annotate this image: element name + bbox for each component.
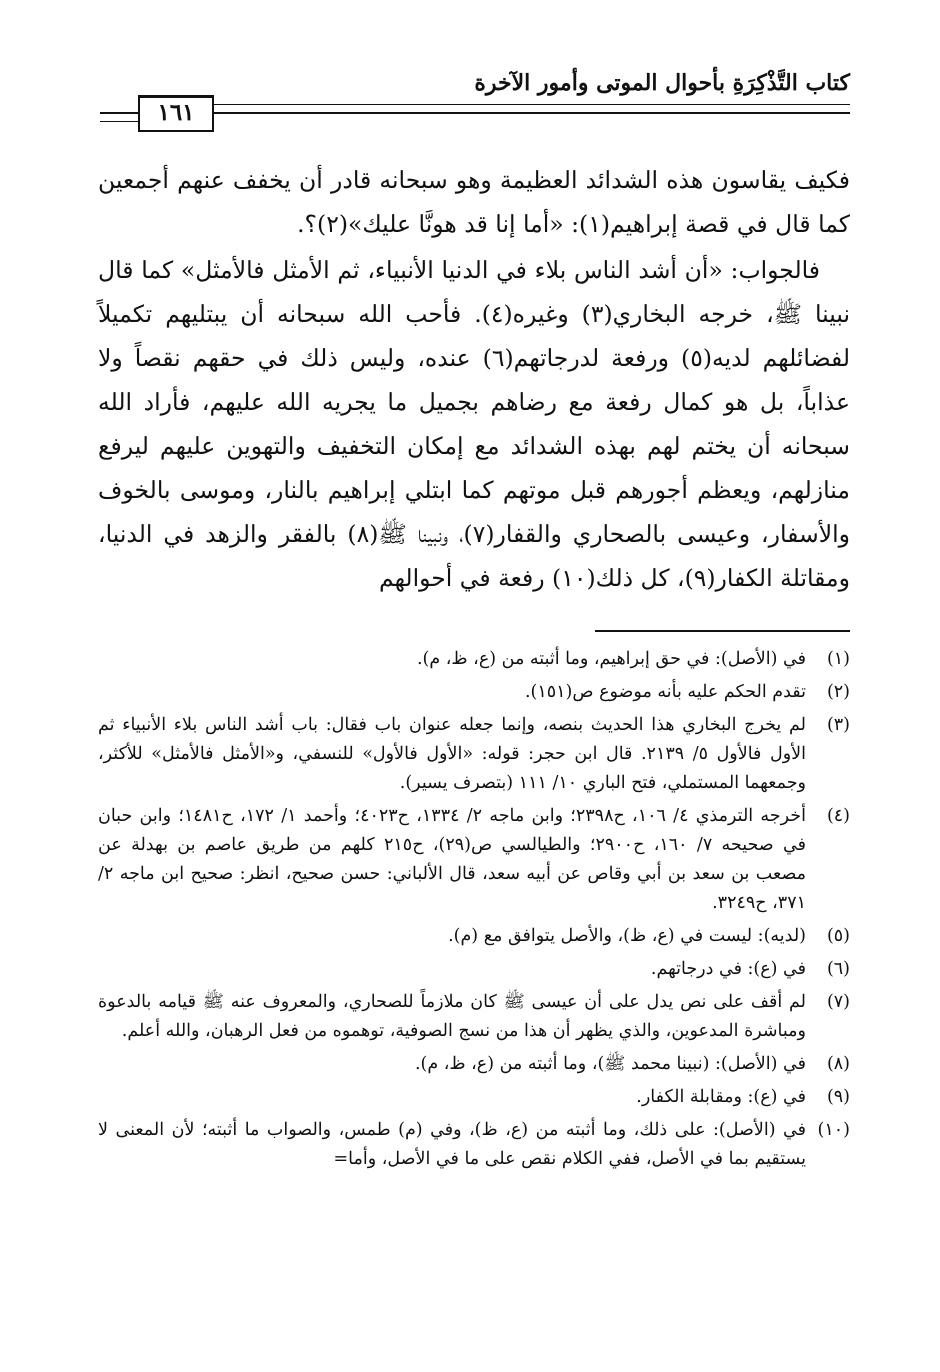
footnote-number: (٩) xyxy=(826,1087,850,1107)
footnote xyxy=(98,955,850,984)
footnote xyxy=(98,988,850,1046)
footnote xyxy=(98,1083,850,1112)
footnote xyxy=(98,678,850,707)
header-rule-bottom xyxy=(100,121,140,122)
footnote-text: تقدم الحكم عليه بأنه موضوع ص(١٥١). xyxy=(524,682,806,702)
footnote-number: (٢) xyxy=(826,682,850,702)
footnote-text: لم يخرج البخاري هذا الحديث بنصه، وإنما جعله عنوان باب فقال: باب أشد الناس بلاء الأنبياء ثم الأول فالأول ٥/ ٢١٣٩. قال ابن حجر: قوله: «الأول فالأول» للنسفي، و«الأمثل فالأمثل» للأكثر، وجمعهما المستملي، فتح الباري ١٠/ ١١١ (بتصرف يسير). xyxy=(98,715,806,793)
footnote-text: في (الأصل): في حق إبراهيم، وما أثبته من (ع، ظ، م). xyxy=(416,649,806,669)
footnote-number: (١٠) xyxy=(817,1120,850,1140)
footnote xyxy=(98,922,850,951)
footnote-number: (٤) xyxy=(826,806,850,826)
footnotes xyxy=(98,645,850,1178)
footnote-separator xyxy=(595,630,850,632)
page-number: ١٦١ xyxy=(138,95,214,132)
header-rule-top xyxy=(210,104,850,105)
footnote-text: في (الأصل): على ذلك، وما أثبته من (ع، ظ)، وفي (م) طمس، والصواب ما أثبته؛ لأن المعنى لا يستقيم بما في الأصل، ففي الكلام نقص على ما في الأصل، وأما= xyxy=(98,1120,806,1169)
footnote-number: (٣) xyxy=(826,715,850,735)
footnote-text: (لديه): ليست في (ع، ظ)، والأصل يتوافق مع (م). xyxy=(448,926,806,946)
running-title: كتاب التَّذْكِرَةِ بأحوال الموتى وأمور الآخرة xyxy=(474,70,850,96)
footnote-number: (٦) xyxy=(826,959,850,979)
footnote-text: لم أقف على نص يدل على أن عيسى ﷺ كان ملازماً للصحاري، والمعروف عنه ﷺ قيامه بالدعوة ومباشرة المدعوين، والذي يظهر أن هذا من نسج الصوفية، توهموه من فعل الرهبان، والله أعلم. xyxy=(98,992,806,1041)
footnote-number: (٥) xyxy=(826,926,850,946)
footnote-text: في (ع): ومقابلة الكفار. xyxy=(636,1087,806,1107)
paragraph: فالجواب: «أن أشد الناس بلاء في الدنيا الأنبياء، ثم الأمثل فالأمثل» كما قال نبينا ﷺ، خرجه البخاري(٣) وغيره(٤). فأحب الله سبحانه أن يبتليهم تكميلاً لفضائلهم لديه(٥) ورفعة لدرجاتهم(٦) عنده، وليس ذلك في حقهم نقصاً ولا عذاباً، بل هو كمال رفعة مع رضاهم بجميل ما يجريه الله عليهم، فأراد الله سبحانه أن يختم لهم بهذه الشدائد مع إمكان التخفيف والتهوين عليهم ليرفع منازلهم، ويعظم أجورهم قبل موتهم كما ابتلي إبراهيم بالنار، وموسى بالخوف والأسفار، وعيسى بالصحاري والقفار(٧)، ونبينا ﷺ(٨) بالفقر والزهد في الدنيا، ومقاتلة الكفار(٩)، كل ذلك(١٠) رفعة في أحوالهم xyxy=(98,256,850,592)
footnote xyxy=(98,1050,850,1079)
paragraph: فكيف يقاسون هذه الشدائد العظيمة وهو سبحانه قادر أن يخفف عنهم أجمعين كما قال في قصة إبراهيم(١): «أما إنا قد هونَّا عليك»(٢)؟. xyxy=(98,166,850,238)
footnote-number: (١) xyxy=(826,649,850,669)
footnote-text: في (ع): في درجاتهم. xyxy=(650,959,806,979)
footnote-number: (٨) xyxy=(826,1054,850,1074)
footnote xyxy=(98,645,850,674)
main-text xyxy=(98,158,850,602)
footnote-text: أخرجه الترمذي ٤/ ١٠٦، ح٢٣٩٨؛ وابن ماجه ٢/ ١٣٣٤، ح٤٠٢٣؛ وأحمد ١/ ١٧٢، ح١٤٨١؛ وابن حبان في صحيحه ٧/ ١٦٠، ح٢٩٠٠؛ والطيالسي ص(٢٩)، ح٢١٥ كلهم من طريق عاصم بن بهدلة عن مصعب بن سعد بن أبي وقاص عن أبيه سعد، قال الألباني: حسن صحيح، انظر: صحيح ابن ماجه ٢/ ٣٧١، ح٣٢٤٩. xyxy=(98,806,806,913)
footnote xyxy=(98,1116,850,1174)
footnote-text: في (الأصل): (نبينا محمد ﷺ)، وما أثبته من (ع، ظ، م). xyxy=(414,1054,806,1074)
footnote-number: (٧) xyxy=(826,992,850,1012)
footnote xyxy=(98,802,850,918)
footnote xyxy=(98,711,850,798)
